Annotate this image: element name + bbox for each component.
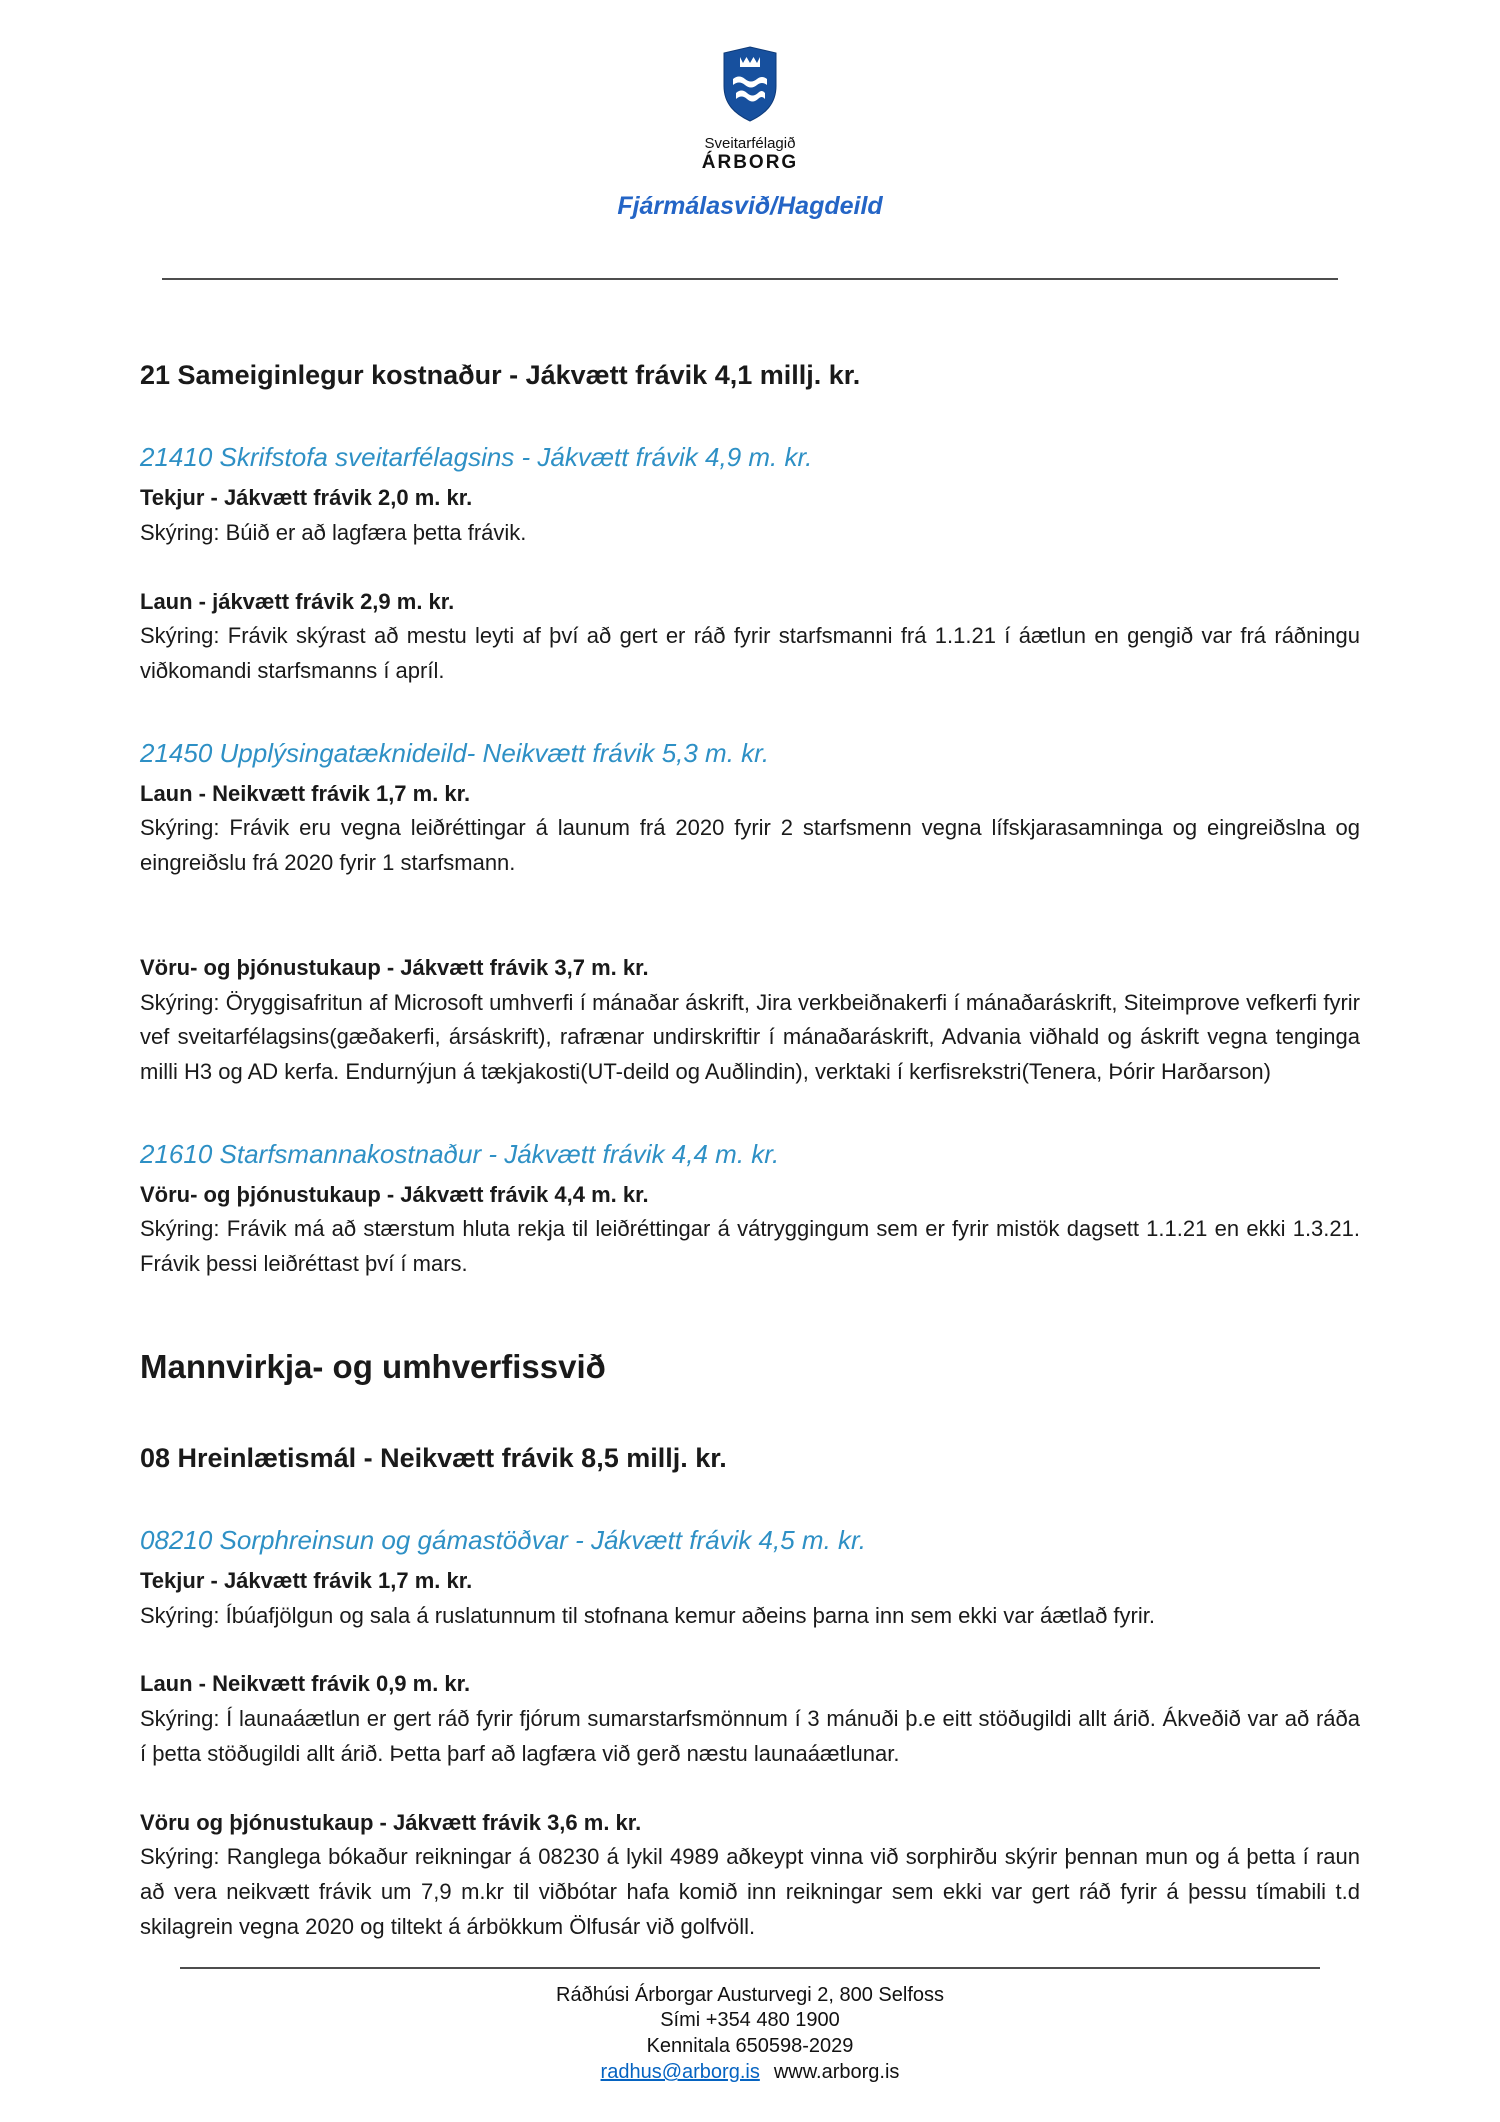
- paragraph-skyring-tekjur-08210: Skýring: Íbúafjölgun og sala á ruslatunnum til stofnana kemur aðeins þarna inn sem ekki var áætlað fyrir.: [140, 1602, 1155, 1628]
- label-laun-21410: Laun - jákvætt frávik 2,9 m. kr.: [140, 588, 455, 614]
- paragraph-skyring-laun-21450: Skýring: Frávik eru vegna leiðréttingar á launum frá 2020 fyrir 2 starfsmenn vegna lífskjarasamninga og eingreiðslna og eingreiðslu frá 2020 fyrir 1 starfsmann.: [140, 815, 1360, 876]
- label-voru-08210: Vöru og þjónustukaup - Jákvætt frávik 3,6 m. kr.: [140, 1809, 642, 1835]
- footer-registration: Kennitala 650598-2029: [646, 2034, 854, 2057]
- section-heading-08-hreinlaetismal: 08 Hreinlætismál - Neikvætt frávik 8,5 millj. kr.: [140, 1442, 727, 1473]
- footer-divider: [180, 1967, 1320, 1969]
- paragraph-skyring-laun-08210: Skýring: Í launaáætlun er gert ráð fyrir fjórum sumarstarfsmönnum í 3 mánuði þ.e eitt stöðugildi allt árið. Ákveðið var að ráða í þetta stöðugildi allt árið. Þetta þarf að lagfæra við gerð næstu launaáætlunar.: [140, 1706, 1360, 1766]
- document-footer: [0, 1967, 1500, 2086]
- label-laun-21450: Laun - Neikvætt frávik 1,7 m. kr.: [140, 780, 471, 806]
- footer-phone: Sími +354 480 1900: [660, 2009, 840, 2032]
- division-heading-mannvirkja: Mannvirkja- og umhverfissvið: [140, 1347, 606, 1385]
- shield-icon: [723, 46, 777, 122]
- label-voru-21610: Vöru- og þjónustukaup - Jákvætt frávik 4,4 m. kr.: [140, 1181, 649, 1207]
- section-heading-21-sameiginlegur: 21 Sameiginlegur kostnaður - Jákvætt frávik 4,1 millj. kr.: [140, 360, 861, 391]
- footer-address: Ráðhúsi Árborgar Austurvegi 2, 800 Selfoss: [556, 1983, 944, 2006]
- document-header: [140, 46, 1360, 226]
- department-title: Fjármálasvið/Hagdeild: [617, 191, 883, 220]
- paragraph-skyring-voru-21610: Skýring: Frávik má að stærstum hluta rekja til leiðréttingar á vátryggingum sem er fyrir mistök dagsett 1.1.21 en ekki 1.3.21. Frávik þessi leiðréttast því í mars.: [140, 1216, 1360, 1277]
- website-text: www.arborg.is: [773, 2061, 900, 2084]
- paragraph-skyring-tekjur-21410: Skýring: Búið er að lagfæra þetta frávik.: [140, 519, 527, 545]
- paragraph-skyring-laun-21410: Skýring: Frávik skýrast að mestu leyti af því að gert er ráð fyrir starfsmanni frá 1.1.21 í áætlun en gengið var frá ráðningu viðkomandi starfsmanns í apríl.: [140, 623, 1360, 684]
- footer-links: [0, 2060, 1500, 2086]
- paragraph-skyring-voru-21450: Skýring: Öryggisafritun af Microsoft umhverfi í mánaðar áskrift, Jira verkbeiðnakerfi í mánaðaráskrift, Siteimprove vefkerfi fyrir vef sveitarfélagsins(gæðakerfi, ársáskrift), rafrænar undirskriftir í mánaðaráskrift, Advania viðhald og áskrift vegna tenginga milli H3 og AD kerfa. Endurnýjun á tækjakosti(UT-deild og Auðlindin), verktaki í kerfisrekstri(Tenera, Þórir Harðarson): [140, 989, 1360, 1085]
- label-voru-21450: Vöru- og þjónustukaup - Jákvætt frávik 3,7 m. kr.: [140, 954, 649, 980]
- arborg-logo: [702, 46, 798, 175]
- subsection-heading-08210: 08210 Sorphreinsun og gámastöðvar - Jákvætt frávik 4,5 m. kr.: [140, 1524, 866, 1555]
- subsection-heading-21450: 21450 Upplýsingatæknideild- Neikvætt frávik 5,3 m. kr.: [140, 737, 770, 768]
- label-tekjur-21410: Tekjur - Jákvætt frávik 2,0 m. kr.: [140, 485, 473, 511]
- org-name: ÁRBORG: [701, 152, 799, 173]
- subsection-heading-21610: 21610 Starfsmannakostnaður - Jákvætt frávik 4,4 m. kr.: [140, 1138, 780, 1169]
- label-laun-08210: Laun - Neikvætt frávik 0,9 m. kr.: [140, 1671, 471, 1697]
- subsection-heading-21410: 21410 Skrifstofa sveitarfélagsins - Jákvætt frávik 4,9 m. kr.: [140, 442, 813, 473]
- org-subtitle: Sveitarfélagið: [704, 134, 796, 152]
- report-content: [140, 358, 1360, 1944]
- paragraph-skyring-voru-08210: Skýring: Ranglega bókaður reikningar á 08230 á lykil 4989 aðkeypt vinna við sorphirðu skýrir þennan mun og á þetta í raun að vera neikvætt frávik um 7,9 m.kr til viðbótar hafa komið inn reikningar sem ekki var gert ráð fyrir á þessu tímabili t.d skilagrein vegna 2020 og tiltekt á árbökkum Ölfusár við golfvöll.: [140, 1844, 1360, 1939]
- email-link[interactable]: radhus@arborg.is: [600, 2061, 760, 2084]
- header-divider: [162, 278, 1338, 280]
- label-tekjur-08210: Tekjur - Jákvætt frávik 1,7 m. kr.: [140, 1567, 473, 1593]
